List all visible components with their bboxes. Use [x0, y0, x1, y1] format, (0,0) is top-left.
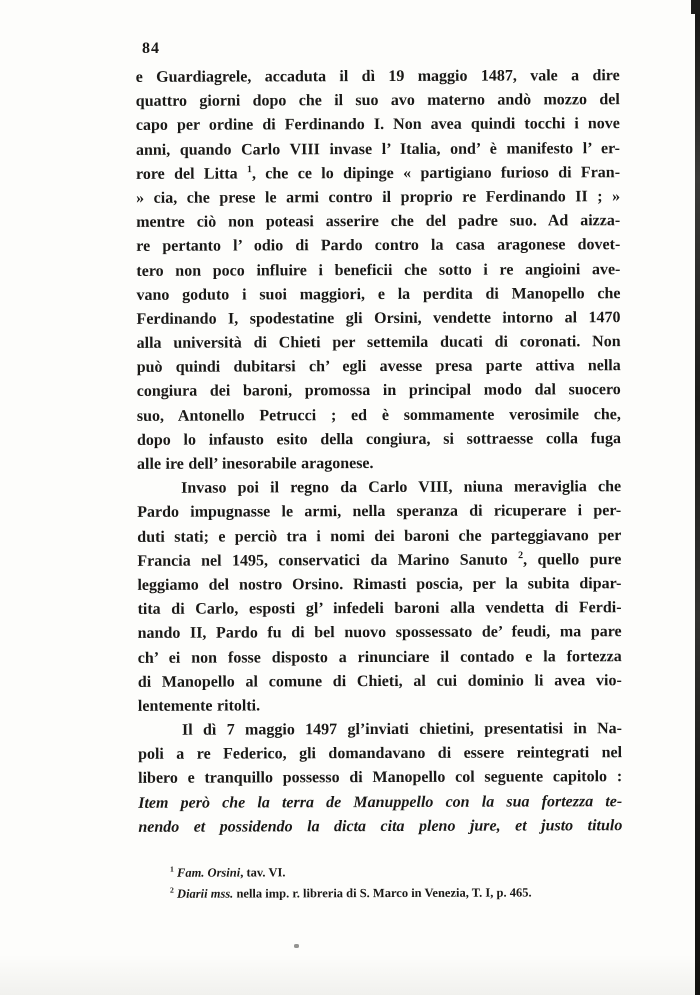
text-segment: rore del Litta — [135, 165, 248, 183]
text-segment: ch’ ei non fosse disposto a rinunciare il contado e la fortezza — [137, 647, 622, 667]
text-segment: poli a re Federico, gli domandavano di essere reintegrati nel — [138, 744, 623, 764]
text-segment: anni, quando Carlo VIII invase l’ Italia, ond’ è manifesto l’ er- — [135, 139, 620, 159]
footnote-text-segment: Fam. Orsini — [176, 865, 241, 880]
text-segment: lentemente ritolti. — [137, 697, 261, 715]
text-segment: Item però che la terra de Manuppello con la sua fortezza te- — [138, 792, 623, 812]
footnote-line — [170, 861, 620, 884]
footnote-reference-marker: 1 — [246, 163, 252, 175]
text-line — [136, 282, 620, 308]
page-number: 84 — [142, 40, 160, 57]
text-segment: capo per ordine di Ferdinando I. Non avea quindi tocchi i nove — [135, 115, 620, 135]
text-segment: nando II, Pardo fu di bel nuovo spossessato de’ feudi, ma pare — [137, 623, 622, 643]
text-segment: congiura dei baroni, promossa in principal modo dal suocero — [136, 381, 621, 401]
text-segment: leggiamo del nostro Orsino. Rimasti poscia, per la subita dipar- — [137, 575, 622, 594]
text-line — [138, 790, 622, 816]
text-segment: mentre ciò non poteasi asserire che del padre suo. Ad aizza- — [136, 212, 621, 231]
text-line — [136, 64, 620, 90]
text-line — [137, 524, 621, 550]
footnotes — [170, 861, 620, 905]
text-line — [136, 137, 620, 163]
text-segment: duti stati; e perciò tra i nomi dei baroni che parteggiavano per — [137, 526, 622, 546]
text-segment: Invaso poi il regno da Carlo VIII, niuna meraviglia che — [181, 478, 622, 497]
text-line — [138, 693, 622, 719]
text-line — [136, 209, 620, 235]
footnote-text-segment: Diarii mss. — [177, 886, 234, 901]
text-segment: Ferdinando I, spodestatine gli Orsini, vendette intorno al 1470 — [136, 309, 621, 328]
text-segment: , che ce lo dipinge « partigiano furioso di Fran- — [251, 163, 621, 183]
text-segment: re pertanto l’ odio di Pardo contro la casa aragonese dovet- — [136, 236, 621, 256]
text-line — [137, 403, 621, 429]
text-line — [138, 766, 622, 792]
text-line — [136, 185, 620, 211]
text-segment: , quello pure — [523, 550, 622, 569]
footnote-text-segment: nella imp. r. libreria di S. Marco in Venezia, T. I, p. 465. — [233, 885, 532, 901]
text-line — [137, 379, 621, 405]
text-line — [138, 596, 622, 622]
text-line — [137, 354, 621, 380]
text-segment: » cia, che prese le armi contro il proprio re Ferdinando II ; » — [136, 188, 621, 207]
text-segment: può quindi dubitarsi ch’ egli avesse presa parte attiva nella — [136, 357, 621, 377]
text-line — [137, 548, 621, 574]
text-segment: suo, Antonello Petrucci ; ed è sommamente verosimile che, — [136, 405, 621, 425]
text-line — [137, 330, 621, 356]
text-segment: Il dì 7 maggio 1497 gl’inviati chietini, presentatisi in Na- — [181, 720, 622, 739]
text-line — [138, 645, 622, 671]
text-segment: libero e tranquillo possesso di Manopello col seguente capitolo : — [138, 768, 623, 788]
footnote-line — [170, 882, 620, 905]
text-segment: vano goduto i suoi maggiori, e la perdita di Manopello che — [136, 284, 621, 304]
text-line — [138, 814, 622, 840]
text-segment: quattro giorni dopo che il suo avo materno andò mozzo del — [135, 91, 620, 111]
text-segment: Francia nel 1495, conservatici da Marino Sanuto — [137, 551, 519, 570]
footnote-text-segment: , tav. VI. — [240, 865, 286, 880]
text-line — [138, 741, 622, 767]
text-segment: dopo lo infausto esito della congiura, si sottraesse colla fuga — [136, 429, 621, 449]
text-line — [137, 451, 621, 477]
text-segment: Pardo impugnasse le armi, nella speranza di ricuperare i per- — [137, 502, 622, 522]
scan-edge-shadow — [695, 0, 700, 995]
text-line — [137, 475, 621, 501]
text-segment: di Manopello al comune di Chieti, al cui dominio li avea vio- — [137, 671, 622, 691]
footnote-number: 1 — [169, 864, 174, 874]
text-segment: e Guardiagrele, accaduta il dì 19 maggio 1487, vale a dire — [135, 67, 620, 86]
text-line — [136, 161, 620, 187]
text-line — [138, 620, 622, 646]
text-line — [138, 669, 622, 695]
text-line — [136, 233, 620, 259]
ink-speck — [294, 944, 299, 948]
text-segment: alle ire dell’ inesorabile aragonese. — [137, 455, 374, 473]
text-line — [137, 427, 621, 453]
text-line — [138, 717, 622, 743]
text-line — [136, 88, 620, 114]
footnote-reference-marker: 2 — [518, 549, 524, 561]
text-segment: tita di Carlo, esposti gl’ infedeli baroni alla vendetta di Ferdi- — [137, 599, 622, 618]
text-line — [136, 258, 620, 284]
text-line — [137, 572, 621, 598]
text-line — [137, 500, 621, 526]
text-line — [136, 306, 620, 332]
text-segment: alla università di Chieti per settemila ducati di coronati. Non — [136, 333, 621, 352]
text-line — [136, 113, 620, 139]
text-segment: tero non poco influire i beneficii che sotto i re angioini ave- — [136, 260, 621, 280]
text-block — [136, 64, 623, 840]
text-segment: nendo et possidendo la dicta cita pleno jure, et justo titulo — [138, 816, 623, 836]
footnote-number: 2 — [170, 885, 174, 895]
